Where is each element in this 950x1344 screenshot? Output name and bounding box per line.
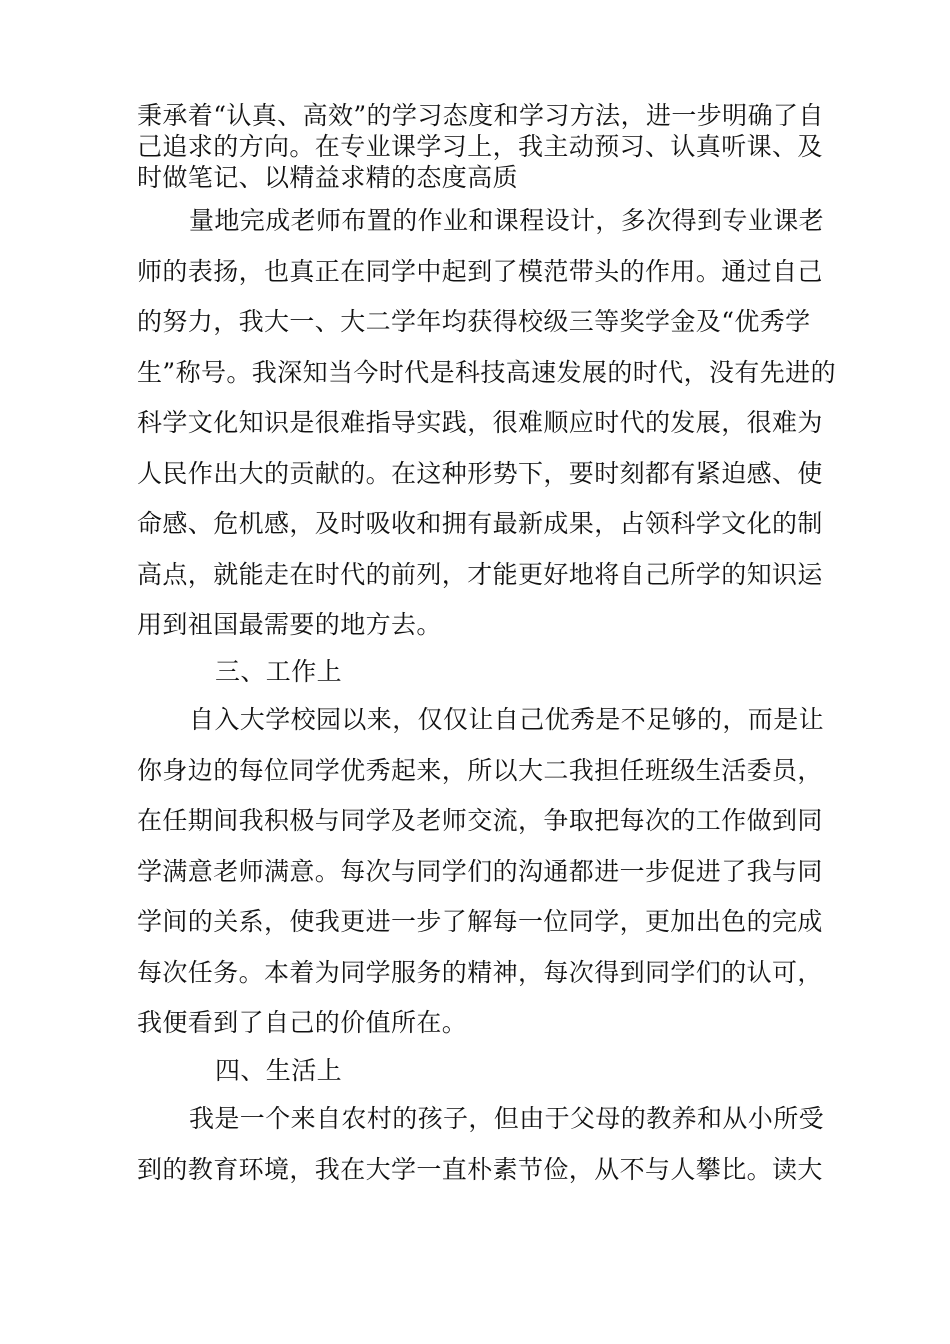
work-paragraph: 自入大学校园以来，仅仅让自己优秀是不足够的，而是让你身边的每位同学优秀起来，所以大二我担任班级生活委员，在任期间我积极与同学及老师交流，争取把每次的工作做到同学满意老师满意。每次与同学们的沟通都进一步促进了我与同学间的关系，使我更进一步了解每一位同学，更加出色的完成每次任务。本着为同学服务的精神，每次得到同学们的认可，我便看到了自己的价值所在。 [137, 705, 825, 1037]
life-paragraph: 我是一个来自农村的孩子，但由于父母的教养和从小所受到的教育环境，我在大学一直朴素节俭，从不与人攀比。读大 [137, 1104, 825, 1184]
section-heading-work: 三、工作上 [215, 657, 343, 686]
intro-paragraph: 秉承着“认真、高效”的学习态度和学习方法，进一步明确了自己追求的方向。在专业课学习上，我主动预习、认真听课、及时做笔记、以精益求精的态度高质 [137, 101, 824, 192]
section-heading-life: 四、生活上 [215, 1056, 343, 1085]
study-paragraph: 量地完成老师布置的作业和课程设计，多次得到专业课老师的表扬，也真正在同学中起到了模范带头的作用。通过自己的努力，我大一、大二学年均获得校级三等奖学金及“优秀学生”称号。我深知当今时代是科技高速发展的时代，没有先进的科学文化知识是很难指导实践，很难顺应时代的发展，很难为人民作出大的贡献的。在这种形势下，要时刻都有紧迫感、使命感、危机感，及时吸收和拥有最新成果，占领科学文化的制高点，就能走在时代的前列，才能更好地将自己所学的知识运用到祖国最需要的地方去。 [137, 206, 836, 639]
